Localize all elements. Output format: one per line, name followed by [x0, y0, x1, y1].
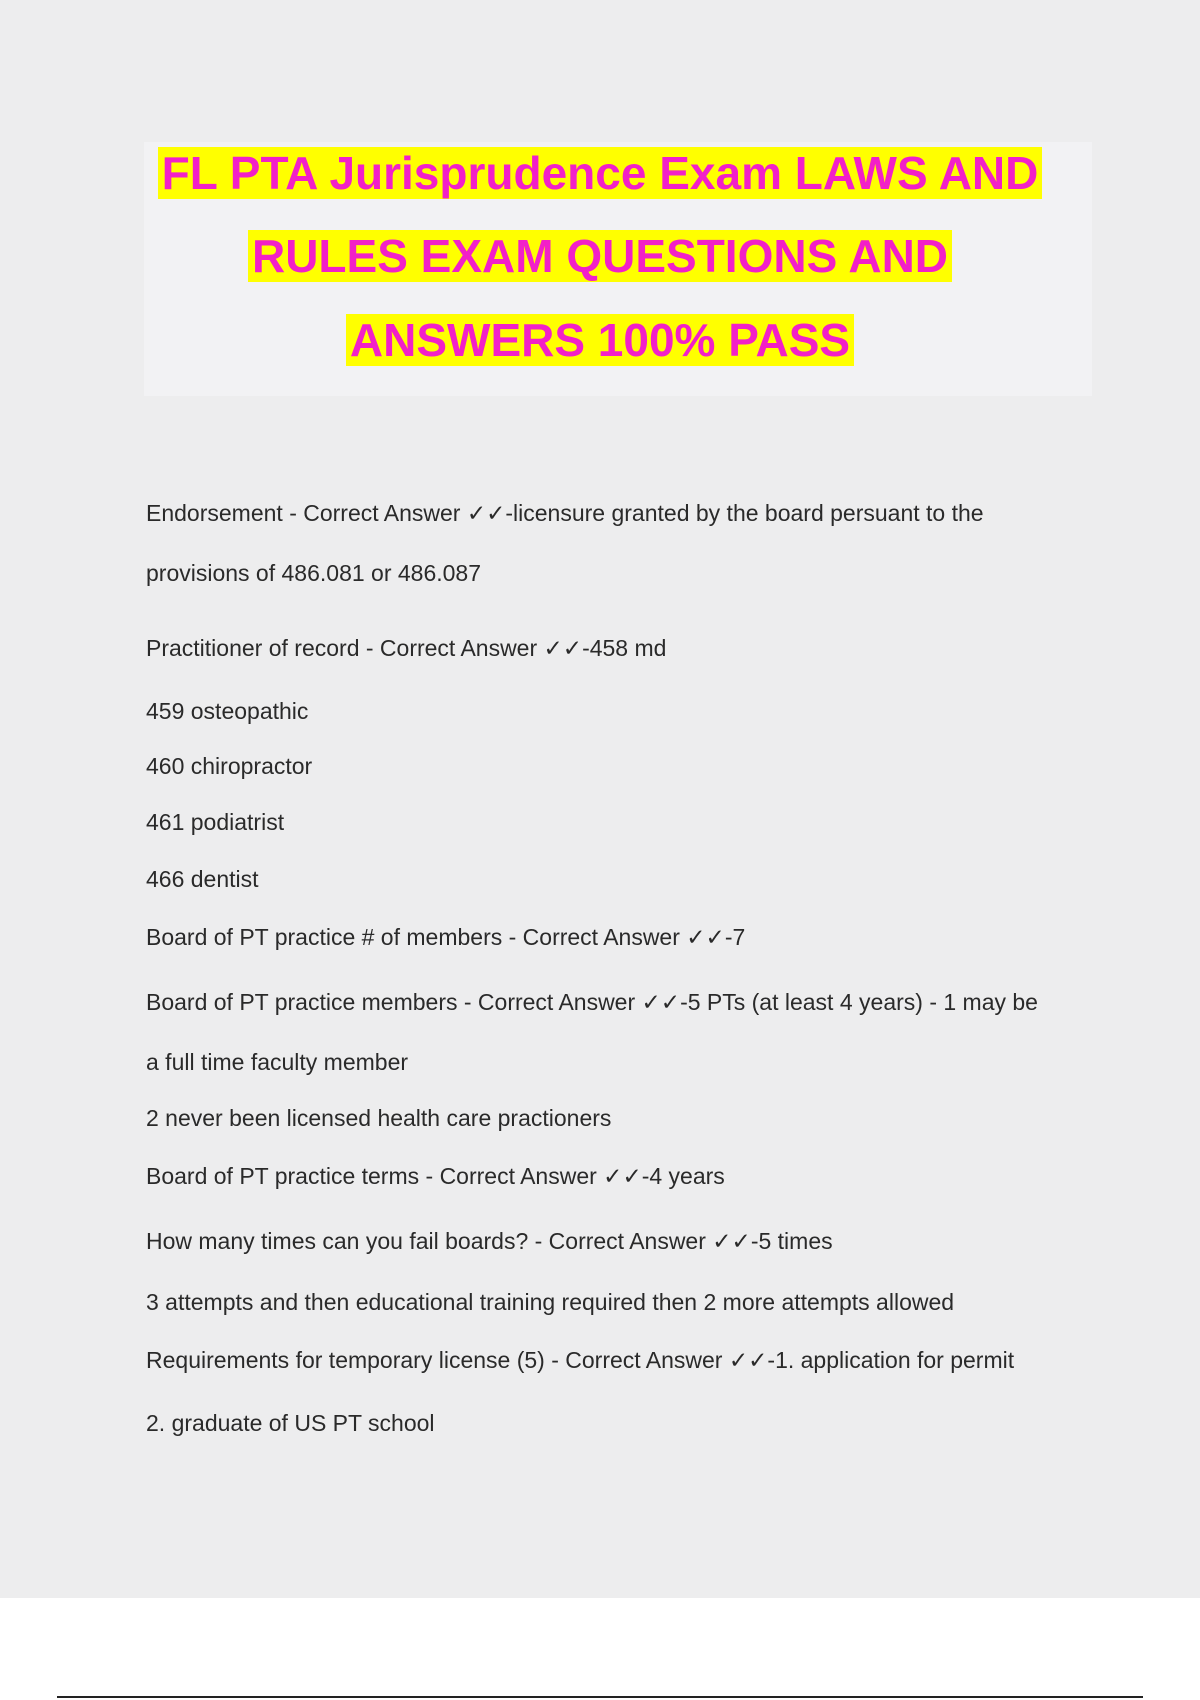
footer-divider — [57, 1696, 1143, 1698]
text-line: Board of PT practice terms - Correct Answer ✓✓-4 years — [146, 1163, 725, 1189]
document-title-line-1: FL PTA Jurisprudence Exam LAWS AND — [0, 146, 1200, 200]
text-line: Board of PT practice # of members - Correct Answer ✓✓-7 — [146, 924, 746, 950]
text-line: 461 podiatrist — [146, 809, 285, 835]
text-line: 460 chiropractor — [146, 753, 313, 779]
text-line: 466 dentist — [146, 866, 259, 892]
text-line: Practitioner of record - Correct Answer ✓✓-458 md — [146, 635, 667, 661]
document-title-line-3: ANSWERS 100% PASS — [0, 313, 1200, 367]
text-line: 3 attempts and then educational training required then 2 more attempts allowed — [146, 1289, 955, 1315]
text-line: Endorsement - Correct Answer ✓✓-licensure granted by the board persuant to the — [146, 500, 984, 526]
text-line: 2. graduate of US PT school — [146, 1410, 435, 1436]
text-line: 459 osteopathic — [146, 698, 309, 724]
text-line: provisions of 486.081 or 486.087 — [146, 560, 482, 586]
text-line: a full time faculty member — [146, 1049, 409, 1075]
document-title-line-2: RULES EXAM QUESTIONS AND — [0, 229, 1200, 283]
text-line: Requirements for temporary license (5) - Correct Answer ✓✓-1. application for permit — [146, 1347, 1015, 1373]
text-line: Board of PT practice members - Correct Answer ✓✓-5 PTs (at least 4 years) - 1 may be — [146, 989, 1038, 1015]
text-line: 2 never been licensed health care practioners — [146, 1105, 612, 1131]
text-line: How many times can you fail boards? - Correct Answer ✓✓-5 times — [146, 1228, 833, 1254]
